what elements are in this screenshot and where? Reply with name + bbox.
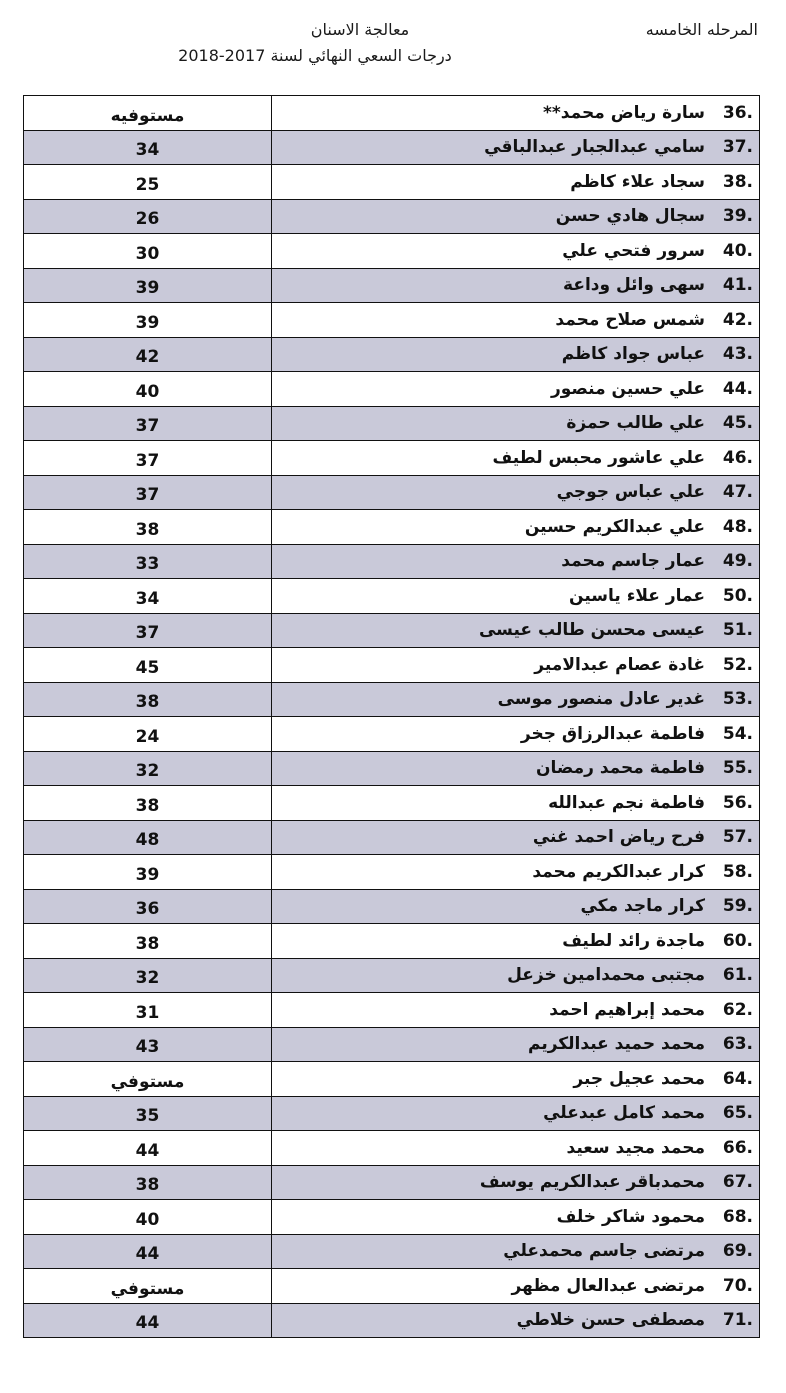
row-number: .43 [722,344,753,365]
student-cell [272,303,760,338]
table-row [24,889,760,924]
student-cell [272,786,760,821]
student-name: محمد مجيد سعيد [566,1137,705,1158]
student-name: علي عاشور محبس لطيف [492,447,705,468]
row-number: .51 [722,620,753,641]
student-cell [272,1269,760,1304]
row-number: .66 [722,1137,753,1158]
table-row [24,372,760,407]
row-number: .70 [722,1275,753,1296]
department-label: معالجة الاسنان [310,20,410,39]
table-row [24,648,760,683]
row-number: .61 [722,965,753,986]
table-row [24,1165,760,1200]
grade-cell: 37 [24,475,272,510]
grade-cell: 40 [24,1200,272,1235]
stage-label: المرحله الخامسه [645,20,758,39]
student-name: محمد كامل عبدعلي [543,1103,705,1124]
student-name: علي عبدالكريم حسين [524,516,705,537]
row-number: .64 [722,1068,753,1089]
student-name: شمس صلاح محمد [555,309,705,330]
grade-cell: 40 [24,372,272,407]
student-cell [272,337,760,372]
student-name: محمد حميد عبدالكريم [528,1034,705,1055]
row-number: .49 [722,551,753,572]
student-cell [272,1027,760,1062]
student-cell [272,165,760,200]
row-number: .60 [722,930,753,951]
student-cell [272,924,760,959]
grade-cell: 38 [24,786,272,821]
student-name: فاطمة محمد رمضان [535,758,705,779]
grade-cell: 35 [24,1096,272,1131]
table-row [24,406,760,441]
student-name: سرور فتحي علي [562,240,705,261]
student-name: مجتبى محمدامين خزعل [507,965,705,986]
student-cell [272,268,760,303]
student-name: عيسى محسن طالب عيسى [478,620,705,641]
student-cell [272,889,760,924]
table-row [24,303,760,338]
table-row [24,268,760,303]
table-row [24,96,760,131]
row-number: .55 [722,758,753,779]
table-row [24,130,760,165]
row-number: .47 [722,482,753,503]
row-number: .56 [722,792,753,813]
student-cell [272,820,760,855]
student-name: مصطفى حسن خلاطي [516,1310,705,1331]
table-row [24,234,760,269]
grade-cell: 38 [24,682,272,717]
student-name: محمد إبراهيم احمد [549,999,705,1020]
student-name: علي حسين منصور [550,378,705,399]
student-name: سجاد علاء كاظم [570,171,705,192]
student-cell [272,441,760,476]
student-name: غادة عصام عبدالامير [534,654,705,675]
row-number: .62 [722,999,753,1020]
table-row [24,337,760,372]
table-row [24,924,760,959]
student-cell [272,199,760,234]
table-row [24,1062,760,1097]
student-cell [272,958,760,993]
table-row [24,1234,760,1269]
student-cell [272,613,760,648]
grade-cell: 26 [24,199,272,234]
student-cell [272,475,760,510]
table-row [24,613,760,648]
table-row [24,475,760,510]
grade-cell: 24 [24,717,272,752]
student-cell [272,1200,760,1235]
table-row [24,958,760,993]
row-number: .71 [722,1310,753,1331]
grade-cell: 42 [24,337,272,372]
row-number: .48 [722,516,753,537]
student-cell [272,751,760,786]
student-cell [272,1234,760,1269]
table-row [24,1269,760,1304]
student-cell [272,234,760,269]
student-cell [272,648,760,683]
grade-cell: 48 [24,820,272,855]
table-row [24,510,760,545]
grade-cell: 37 [24,613,272,648]
row-number: .53 [722,689,753,710]
student-cell [272,993,760,1028]
row-number: .39 [722,206,753,227]
student-cell [272,579,760,614]
student-cell [272,1096,760,1131]
row-number: .59 [722,896,753,917]
student-name: محمود شاكر خلف [556,1206,705,1227]
student-name: فاطمة نجم عبدالله [548,792,705,813]
table-row [24,199,760,234]
table-row [24,1200,760,1235]
student-cell [272,855,760,890]
grades-table-body [24,96,760,1338]
grade-cell: مستوفيه [24,96,272,131]
student-cell [272,510,760,545]
grade-cell: 31 [24,993,272,1028]
grade-cell: مستوفي [24,1269,272,1304]
grade-cell: 30 [24,234,272,269]
grade-cell: 45 [24,648,272,683]
student-name: محمد عجيل جبر [573,1068,705,1089]
page-header [0,0,786,95]
grade-cell: 32 [24,958,272,993]
student-name: علي عباس جوجي [556,482,705,503]
grade-cell: 34 [24,579,272,614]
table-row [24,786,760,821]
student-name: عمار جاسم محمد [561,551,705,572]
grade-cell: 33 [24,544,272,579]
student-name: مرتضى عبدالعال مظهر [511,1275,705,1296]
row-number: .52 [722,654,753,675]
grade-cell: 37 [24,406,272,441]
table-row [24,751,760,786]
student-name: سهى وائل وداعة [563,275,705,296]
grade-cell: 25 [24,165,272,200]
grade-cell: 34 [24,130,272,165]
student-name: عباس جواد كاظم [561,344,705,365]
table-row [24,820,760,855]
student-name: سارة رياض محمد** [543,102,705,123]
row-number: .50 [722,585,753,606]
table-row [24,1131,760,1166]
row-number: .58 [722,861,753,882]
table-row [24,682,760,717]
grade-cell: 39 [24,303,272,338]
row-number: .65 [722,1103,753,1124]
row-number: .54 [722,723,753,744]
grade-cell: 32 [24,751,272,786]
grade-cell: 44 [24,1131,272,1166]
row-number: .38 [722,171,753,192]
grade-cell: 43 [24,1027,272,1062]
grades-table [23,95,760,1338]
grade-cell: 39 [24,268,272,303]
student-name: سجال هادي حسن [555,206,705,227]
row-number: .67 [722,1172,753,1193]
student-name: سامي عبدالجبار عبدالباقي [484,137,705,158]
row-number: .40 [722,240,753,261]
table-row [24,993,760,1028]
student-name: ماجدة رائد لطيف [562,930,705,951]
row-number: .57 [722,827,753,848]
grade-cell: 44 [24,1303,272,1338]
student-name: علي طالب حمزة [566,413,705,434]
student-cell [272,1131,760,1166]
student-cell [272,717,760,752]
row-number: .42 [722,309,753,330]
row-number: .69 [722,1241,753,1262]
row-number: .46 [722,447,753,468]
student-name: كرار عبدالكريم محمد [532,861,705,882]
student-name: مرتضى جاسم محمدعلي [503,1241,705,1262]
student-name: فاطمة عبدالرزاق جخر [520,723,705,744]
student-name: غدير عادل منصور موسى [497,689,705,710]
student-cell [272,1303,760,1338]
student-cell [272,372,760,407]
student-cell [272,1165,760,1200]
table-row [24,165,760,200]
document-title: درجات السعي النهائي لسنة 2017-2018 [178,46,452,65]
row-number: .68 [722,1206,753,1227]
student-cell [272,96,760,131]
row-number: .63 [722,1034,753,1055]
student-cell [272,544,760,579]
table-row [24,1303,760,1338]
grade-cell: 38 [24,510,272,545]
table-row [24,579,760,614]
student-name: فرح رياض احمد غني [532,827,705,848]
table-row [24,441,760,476]
grade-cell: 38 [24,1165,272,1200]
row-number: .36 [722,102,753,123]
row-number: .44 [722,378,753,399]
student-name: محمدباقر عبدالكريم يوسف [479,1172,705,1193]
grade-cell: مستوفي [24,1062,272,1097]
student-cell [272,1062,760,1097]
table-row [24,717,760,752]
row-number: .37 [722,137,753,158]
grade-cell: 36 [24,889,272,924]
grade-cell: 38 [24,924,272,959]
student-name: كرار ماجد مكي [580,896,705,917]
student-cell [272,406,760,441]
grade-cell: 37 [24,441,272,476]
row-number: .41 [722,275,753,296]
grade-cell: 39 [24,855,272,890]
student-cell [272,682,760,717]
table-row [24,1027,760,1062]
table-row [24,1096,760,1131]
student-name: عمار علاء ياسين [569,585,705,606]
table-row [24,544,760,579]
grade-cell: 44 [24,1234,272,1269]
student-cell [272,130,760,165]
row-number: .45 [722,413,753,434]
table-row [24,855,760,890]
